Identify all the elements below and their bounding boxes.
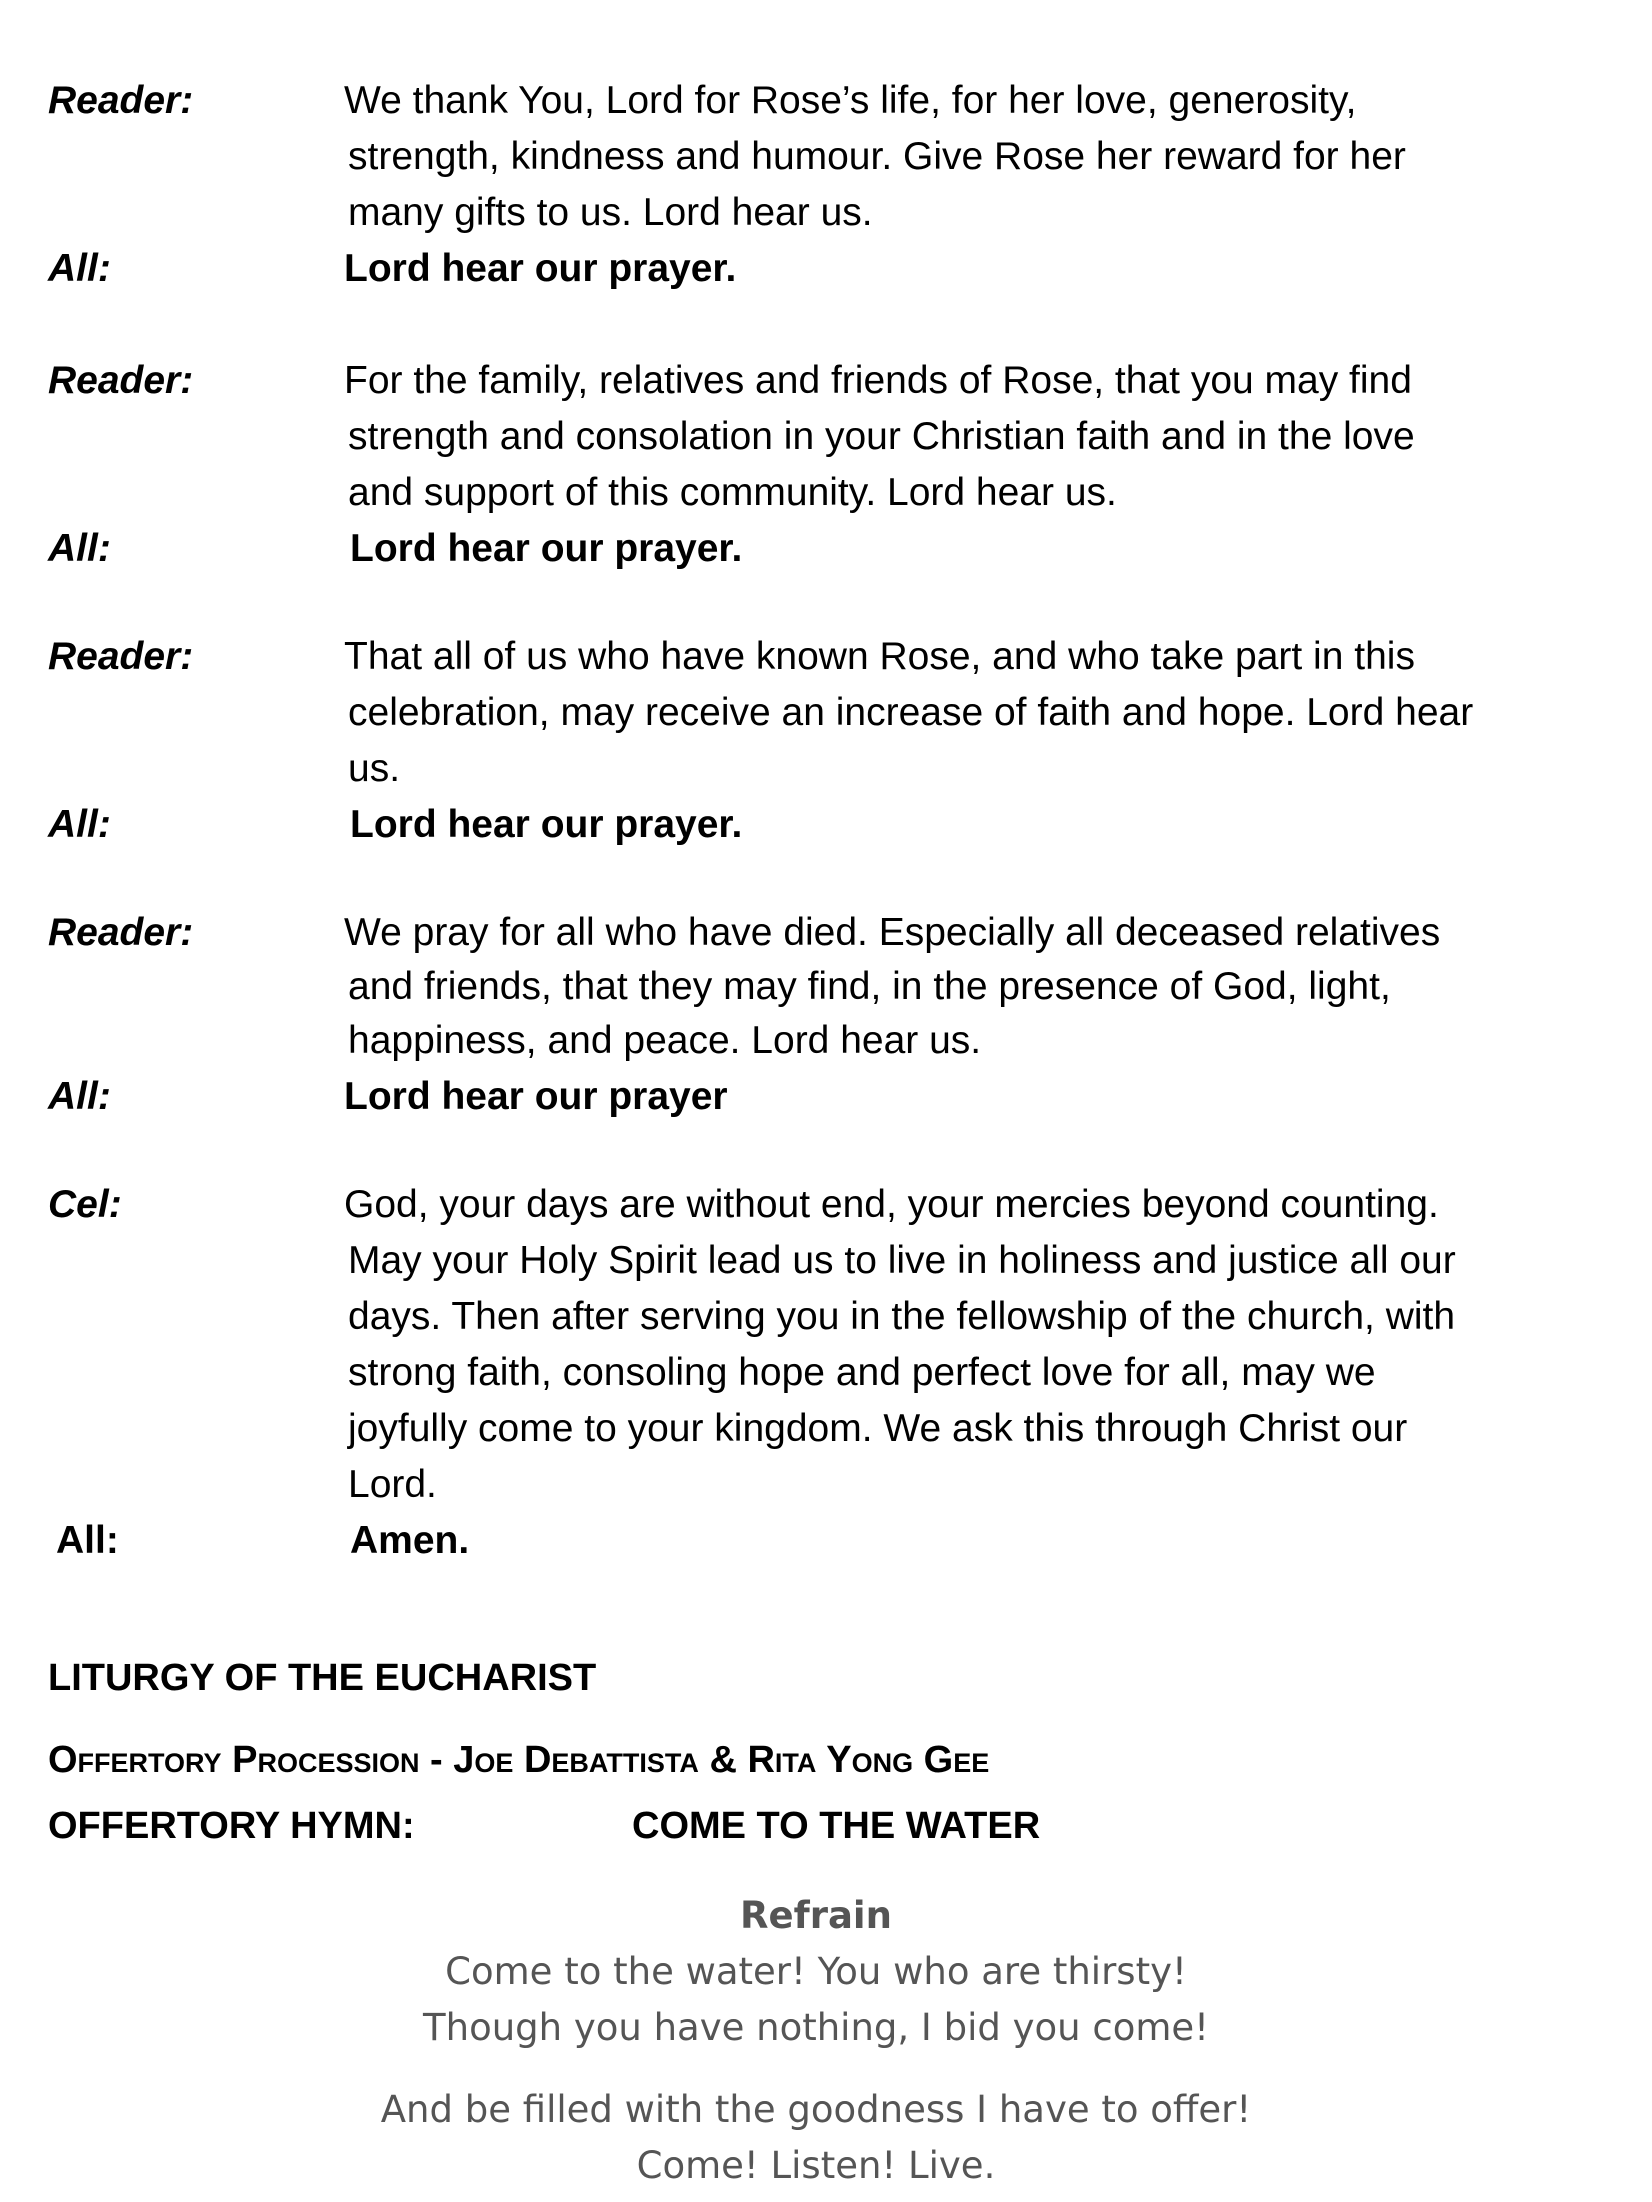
speaker-label-reader: Reader: [48,79,194,122]
hymn-line: Though you have nothing, I bid you come! [423,2006,1209,2049]
response-text: Amen. [350,1519,470,1562]
speaker-label-all: All: [48,1075,111,1118]
speaker-label-all: All: [56,1519,119,1562]
prayer-line: joyfully come to your kingdom. We ask this through Christ our [348,1407,1408,1450]
prayer-line: celebration, may receive an increase of faith and hope. Lord hear [348,691,1474,734]
speaker-label-all: All: [48,247,111,290]
speaker-label-reader: Reader: [48,635,194,678]
prayer-line: We thank You, Lord for Rose’s life, for her love, generosity, [344,79,1357,122]
hymn-line: And be filled with the goodness I have to offer! [380,2088,1252,2131]
hymn-label: OFFERTORY HYMN: [48,1805,415,1847]
prayer-line: May your Holy Spirit lead us to live in holiness and justice all our [348,1239,1456,1282]
hymn-line: Come to the water! You who are thirsty! [445,1950,1187,1993]
speaker-label-reader: Reader: [48,359,194,402]
prayer-line: many gifts to us. Lord hear us. [348,191,873,234]
response-text: Lord hear our prayer [344,1075,728,1118]
prayer-line: Lord. [348,1463,437,1506]
response-text: Lord hear our prayer. [350,527,743,570]
response-text: Lord hear our prayer. [350,803,743,846]
speaker-label-celebrant: Cel: [48,1183,122,1226]
hymn-title: COME TO THE WATER [632,1805,1041,1847]
prayer-line: us. [348,747,401,790]
speaker-label-reader: Reader: [48,911,194,954]
refrain-label: Refrain [740,1894,892,1937]
prayer-line: happiness, and peace. Lord hear us. [348,1019,982,1062]
prayer-line: God, your days are without end, your mercies beyond counting. [344,1183,1439,1226]
prayer-line: strength, kindness and humour. Give Rose her reward for her [348,135,1406,178]
prayer-line: strength and consolation in your Christian faith and in the love [348,415,1415,458]
section-heading: LITURGY OF THE EUCHARIST [48,1657,597,1699]
prayer-line: For the family, relatives and friends of Rose, that you may find [344,359,1412,402]
prayer-line: and friends, that they may find, in the presence of God, light, [348,965,1391,1008]
response-text: Lord hear our prayer. [344,247,737,290]
prayer-line: We pray for all who have died. Especially all deceased relatives [344,911,1441,954]
prayer-line: strong faith, consoling hope and perfect love for all, may we [348,1351,1376,1394]
offertory-procession: Offertory Procession - Joe Debattista & Rita Yong Gee [48,1739,990,1781]
prayer-line: and support of this community. Lord hear us. [348,471,1117,514]
prayer-line: days. Then after serving you in the fellowship of the church, with [348,1295,1456,1338]
hymn-line: Come! Listen! Live. [636,2144,996,2187]
speaker-label-all: All: [48,527,111,570]
prayer-line: That all of us who have known Rose, and who take part in this [344,635,1415,678]
speaker-label-all: All: [48,803,111,846]
